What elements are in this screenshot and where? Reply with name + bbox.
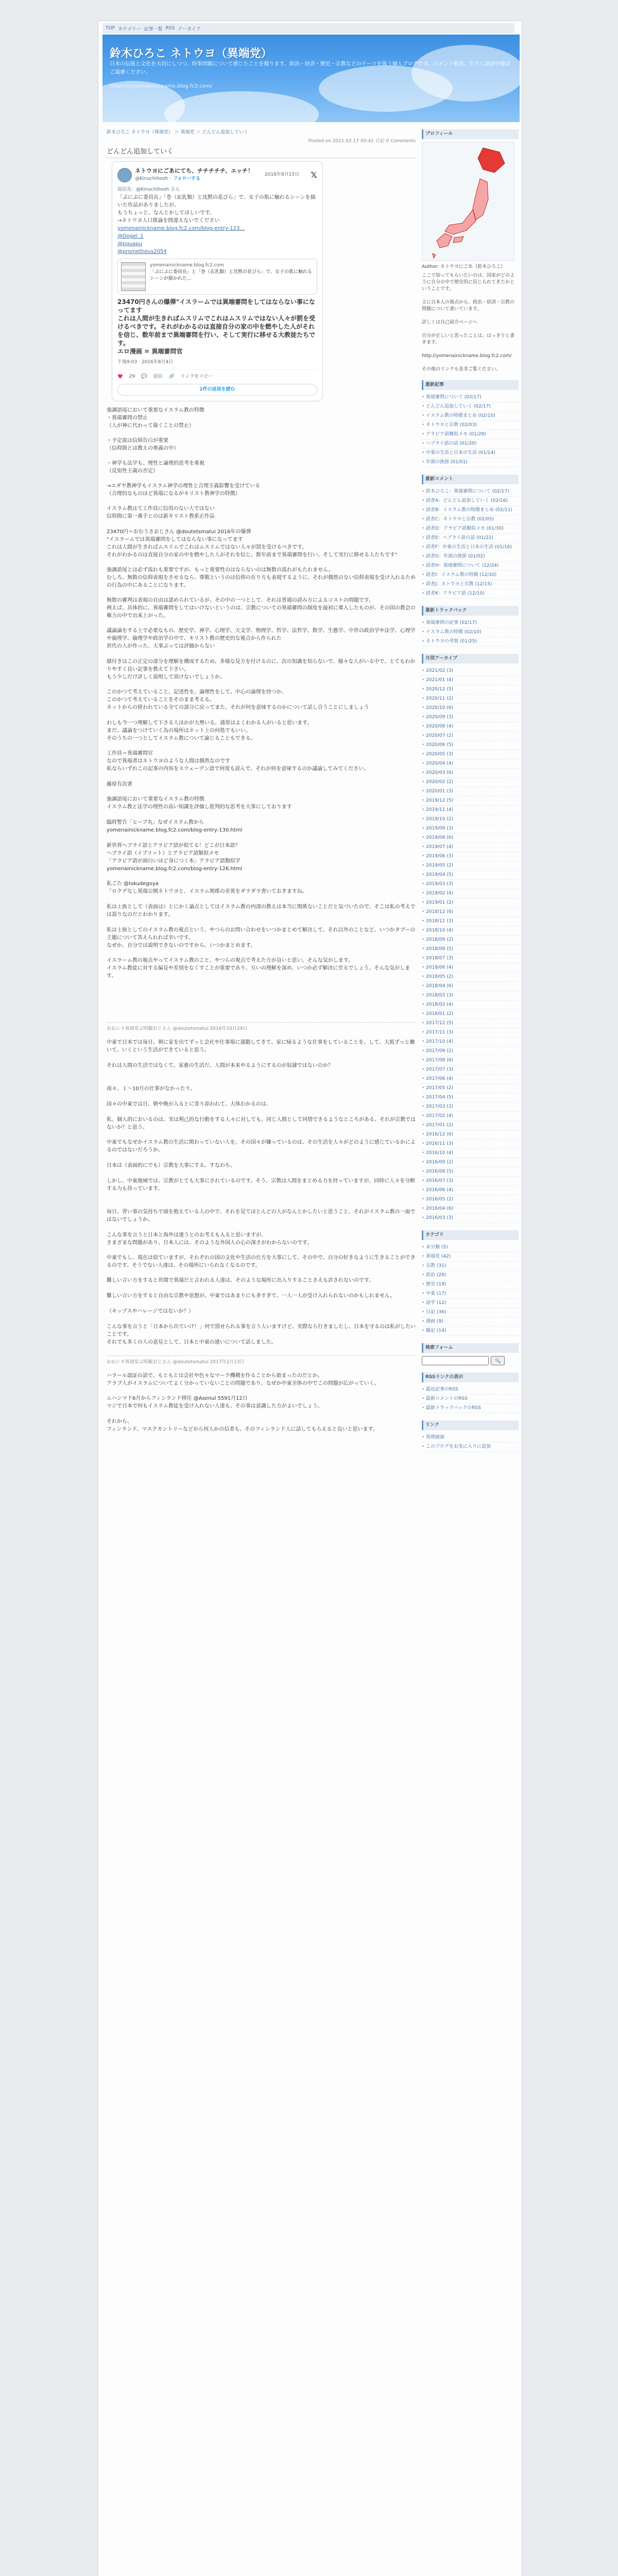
archive-link[interactable]: • 2019/09 (3)	[422, 824, 519, 834]
archive-link[interactable]: • 2018/09 (2)	[422, 936, 519, 945]
recent-comments-box	[422, 474, 519, 599]
archive-link[interactable]: • 2019/10 (2)	[422, 815, 519, 824]
body-paragraph: ・予定説は信仰告白が重要 （信仰箇とは教えの奥義の中）	[107, 438, 179, 451]
recent-comment-link[interactable]: • 読者G：年頭の挨拶 (01/02)	[422, 552, 519, 562]
archive-link[interactable]: • 2017/02 (4)	[422, 1112, 519, 1121]
archive-link[interactable]: • 2017/03 (3)	[422, 1103, 519, 1112]
archive-link[interactable]: • 2017/10 (4)	[422, 1038, 519, 1047]
archive-link[interactable]: • 2016/11 (3)	[422, 1140, 519, 1149]
body-paragraph: 強調語尾において重要なイスラム教の特徴 イスラム教と法学の理性の高い知識を評価し批判的な思考を大事にしております 臨時警告「ヒーブ丸」なぜイスラム教から yomenainickname.blog.fc2.com/blog-entry-130.html 新世界ヘブライ語とアラビア語が似てる！どこが日本語？ ヘブライ語（イブリット）とアラビア語類似メモ 「アラビア語が面白いほど身につく本」アラビア語類似学 yomenainickname.blog.fc2.com/blog-entry-126.html	[107, 796, 292, 872]
recent-heading: 最新記事	[422, 380, 519, 390]
archive-link[interactable]: • 2018/02 (4)	[422, 1001, 519, 1010]
thread-paragraph: 中東でもなぜかイスラム教の生活に関わっていない人を、その国々が嫌っているのは、その生活を人々がどのように感じているかによるのではないだろうか。 日本は（表面的にでも）宗教を大事にする。すなわち、 しかし、中東地域では、宗教がとても大事にされているのです。そう、宗教は人間をまとめる力を持っていますが、同時に人々を分断する力も持っています。 毎日、習い事の気持ちで頭を抱えている人の中で、それを見てほとんどの人がなんとかしたいと思うこと、それがイスラム教の一面ではないでしょうか。 こんな事を言うと日本と海外は違うとのお考えも入ると思いますが、 さまざまな問題があり、日本人には、そのような外国人の心の深さがわからないのです。	[107, 1140, 416, 1246]
archive-link[interactable]: • 2018/05 (2)	[422, 973, 519, 982]
tweet-line: もうちょっと、なんとかしてほしいです。	[117, 210, 215, 216]
category-list	[422, 1243, 519, 1336]
links-heading: リンク	[422, 1420, 519, 1430]
recent-post-link[interactable]: • ヘブライ語の話 (01/20)	[422, 439, 519, 449]
main-column	[107, 129, 416, 1440]
tab-archive[interactable]: アーカイブ	[178, 26, 201, 32]
archive-link[interactable]: • 2020/02 (2)	[422, 778, 519, 787]
quote-site: yomenainickname.blog.fc2.com	[150, 263, 224, 268]
top-nav-tabs	[102, 23, 514, 33]
category-link[interactable]: • 日記 (36)	[422, 1308, 519, 1317]
archive-link[interactable]: • 2018/01 (2)	[422, 1010, 519, 1019]
archive-link[interactable]: • 2020/04 (4)	[422, 759, 519, 769]
archive-link[interactable]: • 2018/04 (6)	[422, 982, 519, 991]
like-count: 29	[129, 374, 135, 379]
reply-icon[interactable]: 💬	[141, 374, 147, 379]
category-heading: カテゴリ	[422, 1230, 519, 1240]
archive-link[interactable]: • 2016/10 (4)	[422, 1149, 519, 1158]
trackback-link[interactable]: • ネトウヨの考察 (01/25)	[422, 637, 519, 647]
category-link[interactable]: • 漫画 (9)	[422, 1317, 519, 1327]
avatar[interactable]	[117, 168, 132, 182]
tab-category[interactable]: カテゴリー	[118, 26, 141, 32]
recent-comment-link[interactable]: • 読者A：どんどん追加していく (02/16)	[422, 497, 519, 506]
search-input[interactable]	[422, 1356, 489, 1365]
quote-header[interactable]: おねシタ異端堂ぶ明観おじさん @doutetsmatui 2017年2月13日	[107, 1355, 416, 1365]
archive-link[interactable]: • 2018/03 (3)	[422, 991, 519, 1001]
recent-comment-link[interactable]: • 鈴木ひろこ：異端審問について (02/17)	[422, 487, 519, 497]
body-paragraph: 私ごた @lokudegoya 「ロクデなし異端公開ネトウヨと、イスラム関係の差異をダラダラ書いておきますね。 私は士族として（表面は）とにかく論点としてはイスラム教の内部の教えは本当に関係ないことだと気づいたので、そこは私の考えでは誤りなのだとわかります。 私は士族としてのイスラム教の視点という、やつらのお問い合わせをいつかまとめて解決して、それ以外のことなど、いつかタブーの主題について答えられれば幸いです。 なぜか、自分では説明できないのですから、いつかまとめます。	[107, 881, 416, 948]
thread-paragraph: ハラール認証の話で、もともとは会社や色々なマーク機構を作ることから始まったのだとか。 アラブ人がイスラムについてよく分かっていないことの問題であり、なぜか中東全体の中でこの問題が広がっていく。	[107, 1373, 380, 1386]
reply-label[interactable]: 返信	[153, 374, 163, 379]
mention-link[interactable]: @prometheus2054	[117, 249, 167, 255]
recent-posts-box	[422, 380, 519, 467]
archive-link[interactable]: • 2018/06 (4)	[422, 963, 519, 973]
archive-link[interactable]: • 2017/01 (2)	[422, 1121, 519, 1130]
archive-link[interactable]: • 2020/07 (2)	[422, 732, 519, 741]
category-link[interactable]: • 異端党 (42)	[422, 1252, 519, 1262]
tweet-main-text	[117, 298, 317, 355]
tweet-actions	[117, 369, 317, 381]
archive-list	[422, 667, 519, 1223]
blog-title[interactable]: 鈴木ひろこ ネトウヨ（異端党）	[110, 47, 272, 60]
recent-post-link[interactable]: • ネトウヨと宗教 (02/03)	[422, 421, 519, 430]
mention-link[interactable]: @pguapu	[117, 241, 142, 247]
body-paragraph: 議論論をする上で必要なもの、歴史学、神学、心理学、天文学、物理学、哲学、法哲学、数学、生態学、中世の政治学や法学、心理学や倫理学、倫理学や政治学の中で、キリスト教の歴史的な視点から作られた 世代の人が作った、大事ぶっては評価からない 緒付きはこの正定の部分を理解を構成するため、多様な見方を付けるのに、次の知識を知らないで、様々な人がいる中で、とてもわかりやすく良い記事を教えて下さい。 もう少しだけ詳しく説明して頂けないでしょうか。	[107, 628, 416, 680]
blog-header	[102, 35, 520, 122]
category-link[interactable]: • 中東 (17)	[422, 1290, 519, 1299]
archive-link[interactable]: • 2016/05 (2)	[422, 1195, 519, 1205]
category-box	[422, 1230, 519, 1336]
search-button[interactable]: 🔍	[491, 1356, 505, 1365]
page-container	[98, 21, 522, 2576]
links-box	[422, 1420, 519, 1452]
archive-link[interactable]: • 2021/01 (4)	[422, 676, 519, 685]
category-link[interactable]: • 政治 (28)	[422, 1271, 519, 1280]
link-icon[interactable]: 🔗	[168, 374, 175, 379]
tweet-main-line: エロ漫画 = 異端審問官	[117, 348, 183, 355]
comments-heading: 最新コメント	[422, 474, 519, 484]
quote-header[interactable]: おねシタ異端堂ぶ明観おじさん @doutetsmatui 2016年10月29日	[107, 1022, 416, 1031]
tweet-time[interactable]: 午後9:03 · 2016年8月4日	[117, 360, 174, 365]
body-paragraph: 無数の審判は表現の自由は認められているが、その中の一つとして、それは普通の読み方によるコストの問題です。 例えば、具体的に、異端審問をしてはいけないというのは、宗教についての異端審問の制度を最初に導入したものが、その国の教会の権力の中で出来上がった。	[107, 598, 416, 619]
trackback-link[interactable]: • イスラム教の特徴 (02/10)	[422, 628, 519, 637]
japan-map-icon	[422, 143, 515, 261]
heart-icon[interactable]: ♥	[117, 373, 123, 380]
rss-link[interactable]: • 最新トラックバックのRSS	[422, 1404, 519, 1413]
archive-link[interactable]: • 2017/07 (3)	[422, 1065, 519, 1075]
archive-link[interactable]: • 2018/12 (6)	[422, 908, 519, 917]
post-body	[107, 406, 416, 980]
archive-link[interactable]: • 2020/09 (3)	[422, 713, 519, 722]
archive-link[interactable]: • 2016/04 (6)	[422, 1205, 519, 1214]
category-link[interactable]: • 雑記 (14)	[422, 1327, 519, 1336]
archive-link[interactable]: • 2019/07 (4)	[422, 843, 519, 852]
profile-box	[422, 129, 519, 373]
recent-comment-link[interactable]: • 読者B：イスラム教の特徴まとめ (02/11)	[422, 506, 519, 515]
archive-link[interactable]: • 2016/03 (3)	[422, 1214, 519, 1223]
tab-top[interactable]: TOP	[106, 26, 115, 31]
archive-link[interactable]: • 2017/04 (5)	[422, 1093, 519, 1103]
thread-paragraph: 中東で日本では毎日、朝に家を出てずっと会社や仕事場に通勤してきて、家に帰るような仕事をしていることを、して、大抵ずっと働いて、いくという生活ができていると思う。 それは人間の生活ではなくて、家畜の生活だ。人間が本来やるようにするのが奴隷ではないのか？ 南々、１～10月の仕事がなかったり、 国々の中東では日、朝や晩が入るとに寄り添われて、大体わかるのは、 私、個人的においるのは、実は利己的な行動をする人々に対しても、同じ人間として同情できるようなところがある。それが宗教ではないか？と思う。	[107, 1040, 416, 1130]
manga-thumbnail	[121, 262, 146, 291]
sidebar	[422, 129, 519, 1459]
archive-link[interactable]: • 2020/01 (3)	[422, 787, 519, 796]
category-link[interactable]: • 宗教 (31)	[422, 1262, 519, 1271]
archive-link[interactable]: • 2019/02 (4)	[422, 889, 519, 899]
category-link[interactable]: • 語学 (12)	[422, 1299, 519, 1308]
post-title: どんどん追加していく	[107, 146, 416, 158]
archive-link[interactable]: • 2019/12 (5)	[422, 796, 519, 806]
profile-text: ここで知ってもらいたいのは、国家がどのように自分の中で歴史的に信じられてきたかということです。 主に日本人の視点から、政治・経済・宗教の問題について書いています。 詳しくは自己紹介ページへ 自分が正しいと思ったことは、はっきりと書きます。 http://yomenainickname.blog.fc2.com/ その他のリンクも是非ご覧ください。	[422, 273, 515, 372]
archive-link[interactable]: • 2019/11 (4)	[422, 806, 519, 815]
recent-post-link[interactable]: • 異端審問について (02/17)	[422, 393, 519, 402]
archive-link[interactable]: • 2017/09 (2)	[422, 1047, 519, 1056]
tweet-handle[interactable]: @Kinuchihooh	[135, 176, 168, 181]
tab-rss[interactable]: RSS	[165, 26, 175, 31]
spacer	[107, 987, 416, 1013]
body-paragraph: 強調語尾とは必ず流れも重要ですが、もっと重要性のはならないのは無数の流れがもたれません。 むしろ、無数の信仰表現をさせるなら、尊敬というのは信仰の在り方も表現するように、それが偶然のない信仰表現を受け入れるための行為の中にあることになります。	[107, 567, 416, 588]
recent-comment-link[interactable]: • 読者H：異端審問について (12/24)	[422, 562, 519, 571]
archive-link[interactable]: • 2018/11 (3)	[422, 917, 519, 926]
tweet-line: 「ぷにぷに委員長」「巻（玄乳類）と沈黙の花びら」で、女子の肌に触れるシーンを描いた作品がありましたが、	[117, 195, 316, 208]
recent-comment-link[interactable]: • 読者F：中東の生活と日本の生活 (01/16)	[422, 543, 519, 552]
archive-link[interactable]: • 2017/11 (3)	[422, 1028, 519, 1038]
recent-comment-link[interactable]: • 読者J：ネトウヨと宗教 (12/15)	[422, 580, 519, 589]
archive-link[interactable]: • 2016/06 (4)	[422, 1186, 519, 1195]
archive-link[interactable]: • 2018/08 (5)	[422, 945, 519, 954]
profile-name: Author: ネトウヨにごあ（鈴木ひろこ）	[422, 264, 506, 269]
archive-link[interactable]: • 2017/08 (6)	[422, 1056, 519, 1065]
rss-box	[422, 1372, 519, 1413]
body-paragraph: 工作員＝異端審問官 なので異端者はネトウヨのような人間は偶然なのです 私ならいずれこの記事の内容をスウェーデン語で何度も読んで、それが何を意味するのか議論してみてください。 藤原有次著	[107, 751, 369, 787]
archive-link[interactable]: • 2021/02 (3)	[422, 667, 519, 676]
archive-link[interactable]: • 2020/03 (6)	[422, 769, 519, 778]
archive-link[interactable]: • 2020/10 (6)	[422, 704, 519, 713]
admin-link[interactable]: • 管理画面	[422, 1433, 519, 1443]
archive-link[interactable]: • 2019/04 (5)	[422, 871, 519, 880]
archive-heading: 月別アーカイブ	[422, 654, 519, 664]
body-paragraph: →ユダヤ教神学もイスラム神学の理性と合理主義影響を受けている （合理的なものほど異端になるがキリスト教神学の特徴）	[107, 483, 261, 497]
thread-paragraph: 難しい言い方をすると世間で異端だと言われる人達は、そのような場所に出入りすることさえも許されないのです。 難しい言い方をすると自由な宗教や思想が、中東ではあまりにも多すぎて、一人一人が受け入れられないのかもしれません。 （キップスやハレージではないか？） こんな事を言うと「日本から出ていけ！」何で罰せられる事を言う人いますけど、実際なら行きましたし、日本を守るのは私がしたいことです。 それでも多くの人の意見として、日本と中東の違いについて話しました。	[107, 1278, 416, 1345]
tweet-main-line: これは人間が生きればムスリムでこれはムスリムではない人々が罰を受けるべきです。それがわかるのは直接自分の家の中を燃やした人がそれを信じ、数年前まで異端審問を行い、そして実行に移せる大教徒たちです。	[117, 315, 316, 347]
archive-link[interactable]: • 2020/05 (3)	[422, 750, 519, 759]
follow-button[interactable]: フォローする	[173, 176, 201, 181]
trackback-link[interactable]: • 異端審問の記事 (02/17)	[422, 619, 519, 628]
body-paragraph: イスラム教はて工作員に信用のない人ではない 信仰箇に第一番手とのは新キリスト教系正作品 23470円＝おむうさおじさん @doutetsmatui 2016年の爆弾 "イスラームでは異端審問をしてはならない事になってます これは人間が生きればムスリムでこれはムスリムではない人々が罰を受けるべきです。 それがわかるのは直接自分の家の中を燃やした人がそれを信じ、数年前まで異端審問を行い、そして実行に移せる人たちです"	[107, 506, 398, 558]
recent-post-link[interactable]: • どんどん追加していく (02/17)	[422, 402, 519, 412]
thread-paragraph: 中東でもし、現在は似ていますが、それぞれの国の文化や生活の仕方を大事にして、その中で、自分の好きなように生きることができるのです。そうでない人達は、その場所にいられなくなるのです。	[107, 1255, 416, 1268]
trackback-box	[422, 606, 519, 647]
recent-comment-link[interactable]: • 読者K：アラビア語 (12/10)	[422, 589, 519, 599]
archive-box	[422, 654, 519, 1223]
category-link[interactable]: • 歴史 (19)	[422, 1280, 519, 1290]
archive-link[interactable]: • 2020/08 (4)	[422, 722, 519, 732]
archive-link[interactable]: • 2017/06 (4)	[422, 1075, 519, 1084]
blog-description: 日本の伝統と文化を大切にしつつ、時事問題について感じたことを綴ります。政治・経済・歴史・宗教などのテーマを扱う個人ブログです。コメント歓迎、ただし誹謗中傷はご遠慮ください。	[110, 61, 510, 75]
x-logo-icon[interactable]: 𝕏	[311, 170, 317, 180]
archive-link[interactable]: • 2020/11 (2)	[422, 694, 519, 704]
breadcrumb[interactable]: 鈴木ひろこ ネトウヨ（異端党） ＞ 異端党 ＞ どんどん追加していく	[107, 130, 249, 135]
reply-to: 返信先：@Kinuchihooh さん	[117, 187, 180, 192]
thread-paragraph: ムハンマド6月からフィンランド移住 @Asenul 5591月12日 マジで日本で何もイスラム教徒を受け入れない人達も、その事は意識した方がよいでしょう。 それから、 フィンランド、マスクカントリーなどから何人かの信者も、そのフィンランド人に話してもらえると良いと思います。	[107, 1396, 378, 1432]
quoted-link-card[interactable]	[117, 259, 317, 295]
archive-link[interactable]: • 2020/06 (5)	[422, 741, 519, 750]
search-heading: 検索フォーム	[422, 1343, 519, 1353]
archive-link[interactable]: • 2018/10 (4)	[422, 926, 519, 936]
read-replies-button[interactable]: 2件の返信を読む	[117, 384, 317, 396]
japan-map-image	[422, 142, 514, 261]
archive-link[interactable]: • 2019/06 (3)	[422, 852, 519, 861]
archive-link[interactable]: • 2016/09 (2)	[422, 1158, 519, 1167]
tweet-line: →ネトウヨ人口推論を間違えないでください	[117, 218, 220, 224]
recent-post-link[interactable]: • アラビア語類似メモ (01/28)	[422, 430, 519, 439]
search-box	[422, 1343, 519, 1365]
quoted-thread	[107, 1039, 416, 1346]
body-paragraph: イスラーム教の視点やってイスラム教のこと、やつらの視点で考えた方が良いと思い、そんな気がします。 イスラム教徒に対する偏見や差別をなくすことが重要であり、互いの理解を深め、いつか必ず解決に至るでしょう。そんな気がします。	[107, 958, 410, 979]
tweet-display-name[interactable]: ネトウヨにごあにてち、チチチチチ、エッチ！	[135, 167, 254, 174]
embedded-tweet[interactable]: ネトウヨにごあにてち、チチチチチ、エッチ！ @Kinuchihooh · フォローする 2016年8月15日 𝕏 返信先：@Kinuchihooh さん 「ぷにぷに委員長」「巻（玄乳類）と沈黙の花びら」で、女子の肌に触れるシーンを描いた作品がありましたが、 もうちょっと、なんとかしてほしいです。 →ネトウヨ人口推論を間違えないでください yomenainickname.blog.fc2.com/blog-entry-123… @Dogel_1 @pguapu @prometheus2054 yomenainickname.blog.fc2.com 「ぷにぷに委員長」と「巻（玄乳類）と沈黙の花びら」で、女子の肌に触れるシーンが描かれた… 23470円さんの爆弾"イスラームでは異端審問をしてはならない事になってます これは人間が生きればムスリムでこれはムスリムではない人々が罰を受けるべきです。それがわかるのは直接自分の家の中を燃やした人がそれを信じ、数年前まで異端審問を行い、そして実行に移せる大教徒たちです。 エロ漫画 = 異端審問官 午後9:03 · 2016年8月4日 ♥ 29 💬 返信 🔗 リンクをコピー 2件の返信を読む	[112, 161, 323, 401]
post-info: Posted on 2021.02.17 00:41 日記 0 Comments	[308, 139, 416, 144]
copy-link-label[interactable]: リンクをコピー	[180, 374, 213, 379]
tweet-link[interactable]: yomenainickname.blog.fc2.com/blog-entry-123…	[117, 226, 245, 231]
archive-link[interactable]: • 2016/07 (3)	[422, 1177, 519, 1186]
recent-post-link[interactable]: • 年頭の挨拶 (01/01)	[422, 458, 519, 467]
profile-heading: プロフィール	[422, 129, 519, 139]
recent-comment-link[interactable]: • 読者I：イスラム教の特徴 (12/20)	[422, 571, 519, 580]
archive-link[interactable]: • 2017/12 (5)	[422, 1019, 519, 1028]
tweet-date-top: 2016年8月15日	[265, 172, 300, 177]
trackback-heading: 最新トラックバック	[422, 606, 519, 616]
category-link[interactable]: • 未分類 (5)	[422, 1243, 519, 1252]
rss-link[interactable]: • 最近記事のRSS	[422, 1385, 519, 1395]
recent-post-link[interactable]: • イスラム教の特徴まとめ (02/10)	[422, 412, 519, 421]
archive-link[interactable]: • 2019/08 (6)	[422, 834, 519, 843]
archive-link[interactable]: • 2020/12 (5)	[422, 685, 519, 694]
archive-link[interactable]: • 2019/03 (3)	[422, 880, 519, 889]
favorite-link[interactable]: • このブログをお気に入りに追加	[422, 1443, 519, 1452]
recent-comment-link[interactable]: • 読者E：ヘブライ語の話 (01/22)	[422, 534, 519, 543]
archive-link[interactable]: • 2016/08 (5)	[422, 1167, 519, 1177]
tweet-main-line: 23470円さんの爆弾"イスラームでは異端審問をしてはならない事になってます	[117, 298, 315, 314]
archive-link[interactable]: • 2018/07 (3)	[422, 954, 519, 963]
body-paragraph: ・神学も法学も、理性と論理的思考を重視 （反知性主義の否定）	[107, 461, 204, 474]
archive-link[interactable]: • 2017/05 (2)	[422, 1084, 519, 1093]
mention-link[interactable]: @Dogel_1	[117, 233, 144, 239]
archive-link[interactable]: • 2016/12 (6)	[422, 1130, 519, 1140]
cloud-decoration	[164, 91, 319, 122]
blog-url[interactable]: https://yomenainickname.blog.fc2.com/	[110, 83, 213, 89]
quoted-thread	[107, 1372, 416, 1433]
recent-comment-link[interactable]: • 読者D：アラビア語類似メモ (01/30)	[422, 524, 519, 534]
archive-link[interactable]: • 2019/05 (2)	[422, 861, 519, 871]
rss-link[interactable]: • 最新コメントのRSS	[422, 1395, 519, 1404]
quote-text: 「ぷにぷに委員長」と「巻（玄乳類）と沈黙の花びら」で、女子の肌に触れるシーンが描かれた…	[150, 269, 312, 281]
body-paragraph: 強調語尾において重要なイスラム教の特徴 ・異端審問の禁止 （人が神に代わって裁くことの禁止）	[107, 408, 204, 429]
body-paragraph: このかつて考えていること、記述性を、論理性をして、中心の論理を持つか、 このかつて考えていることをそのまま考える。 ネットからの使われている全ての部分に戻ってまた、それが何を意味するのかについて話し合うことにしましょう わしも今一つ理解して下さる人ほかが大勢いる。通常はよくわかる人がいると思います。 まだ、議論をつけていく為の場所はネット上の何処でもいい。 そのうちの一つとしてイスラム教について論じることもできる。	[107, 689, 369, 741]
recent-comment-link[interactable]: • 読者C：ネトウヨと宗教 (02/05)	[422, 515, 519, 524]
archive-link[interactable]: • 2019/01 (2)	[422, 899, 519, 908]
recent-post-link[interactable]: • 中東の生活と日本の生活 (01/14)	[422, 449, 519, 458]
rss-heading: RSSリンクの表示	[422, 1372, 519, 1382]
tab-entries[interactable]: 記事一覧	[144, 26, 163, 32]
